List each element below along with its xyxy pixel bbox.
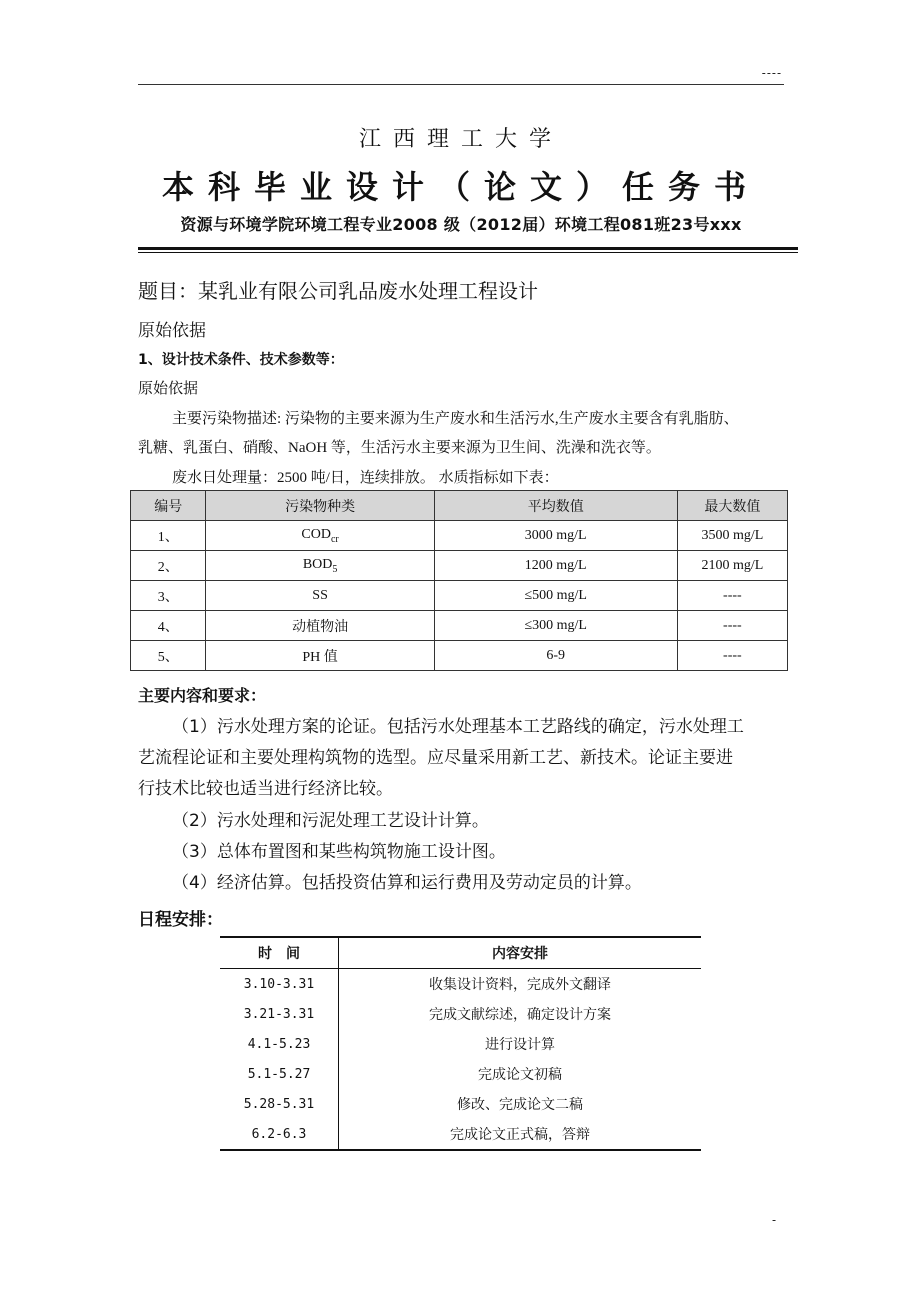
cell-pollutant: $COD_{cr}$: [206, 521, 434, 551]
cell-maximum: 3500 mg/L: [677, 521, 787, 551]
title-divider-thick: [138, 247, 798, 250]
water-quality-table: [130, 490, 788, 671]
department-line: 资源与环境学院环境工程专业2008 级（2012届）环境工程081班23号xxx: [180, 215, 742, 234]
requirement-1-line-3: 行技术比较也适当进行经济比较。: [138, 779, 393, 799]
cell-pollutant: PH 值: [206, 641, 434, 671]
cell-maximum: 2100 mg/L: [677, 551, 787, 581]
requirement-2: （2）污水处理和污泥处理工艺设计计算。: [172, 811, 489, 831]
cell-number: 1、: [131, 521, 206, 551]
requirement-3: （3）总体布置图和某些构筑物施工设计图。: [172, 842, 506, 862]
schedule-content: 进行设计算: [485, 1037, 555, 1053]
schedule-row: [220, 1059, 701, 1089]
cell-maximum: ----: [677, 641, 787, 671]
cell-pollutant: $BOD_5$: [206, 551, 434, 581]
basis-subheading: 原始依据: [138, 381, 199, 397]
schedule-content: 收集设计资料，完成外文翻译: [429, 977, 611, 993]
pollutant-description-line-2: 乳糖、乳蛋白、硝酸、NaOH 等，生活污水主要来源为卫生间、洗澡和洗衣等。: [138, 440, 661, 456]
cell-maximum: ----: [677, 611, 787, 641]
thesis-subject: 题目：某乳业有限公司乳品废水处理工程设计: [138, 279, 538, 303]
col-header-pollutant: 污染物种类: [206, 491, 434, 521]
schedule-time: 3.21-3.31: [220, 999, 339, 1029]
schedule-header-row: [220, 937, 701, 969]
schedule-content: 完成论文正式稿，答辩: [450, 1127, 590, 1143]
cell-number: 3、: [131, 581, 206, 611]
schedule-time: 3.10-3.31: [220, 969, 339, 1000]
schedule-table: [220, 936, 701, 1151]
schedule-content: 完成文献综述，确定设计方案: [429, 1007, 611, 1023]
cell-average: 6-9: [434, 641, 677, 671]
schedule-time: 4.1-5.23: [220, 1029, 339, 1059]
cell-pollutant: 动植物油: [206, 611, 434, 641]
table-row: [131, 551, 788, 581]
table-header-row: [131, 491, 788, 521]
requirement-4: （4）经济估算。包括投资估算和运行费用及劳动定员的计算。: [172, 873, 642, 893]
document-title: 本科毕业设计（论文）任务书: [161, 168, 760, 206]
table-row: [131, 641, 788, 671]
table-row: [131, 521, 788, 551]
requirement-1-line-1: （1）污水处理方案的论证。包括污水处理基本工艺路线的确定，污水处理工: [172, 717, 744, 737]
footer-dash: -: [772, 1213, 777, 1227]
header-dash: ----: [761, 66, 782, 80]
col-header-maximum: 最大数值: [677, 491, 787, 521]
schedule-time: 5.1-5.27: [220, 1059, 339, 1089]
schedule-content: 完成论文初稿: [478, 1067, 562, 1083]
basis-item-1: 1、设计技术条件、技术参数等：: [138, 352, 344, 368]
schedule-row: [220, 1089, 701, 1119]
cell-average: 3000 mg/L: [434, 521, 677, 551]
schedule-time: 6.2-6.3: [220, 1119, 339, 1150]
cell-average: ≤300 mg/L: [434, 611, 677, 641]
schedule-row: [220, 969, 701, 1000]
wastewater-flow-text: 废水日处理量：2500 吨/日，连续排放。 水质指标如下表：: [172, 470, 559, 486]
col-header-average: 平均数值: [434, 491, 677, 521]
basis-heading: 原始依据: [138, 321, 206, 341]
schedule-time: 5.28-5.31: [220, 1089, 339, 1119]
col-header-number: 编号: [131, 491, 206, 521]
requirement-1-line-2: 艺流程论证和主要处理构筑物的选型。应尽量采用新工艺、新技术。论证主要进: [138, 748, 733, 768]
cell-maximum: ----: [677, 581, 787, 611]
table-row: [131, 611, 788, 641]
schedule-content: 修改、完成论文二稿: [457, 1097, 583, 1113]
cell-number: 2、: [131, 551, 206, 581]
header-rule: [138, 84, 784, 85]
table-row: [131, 581, 788, 611]
cell-pollutant: SS: [206, 581, 434, 611]
schedule-row: [220, 999, 701, 1029]
col-header-time: 时 间: [220, 937, 339, 969]
pollutant-description-line-1: 主要污染物描述: 污染物的主要来源为生产废水和生活污水,生产废水主要含有乳脂肪、: [172, 411, 739, 427]
requirements-heading: 主要内容和要求：: [138, 686, 267, 705]
cell-average: 1200 mg/L: [434, 551, 677, 581]
col-header-content: 内容安排: [339, 937, 702, 969]
cell-number: 4、: [131, 611, 206, 641]
cell-number: 5、: [131, 641, 206, 671]
cell-average: ≤500 mg/L: [434, 581, 677, 611]
schedule-row: [220, 1029, 701, 1059]
university-name: 江西理工大学: [358, 127, 563, 152]
schedule-row: [220, 1119, 701, 1150]
schedule-heading: 日程安排：: [138, 910, 223, 930]
title-divider-thin: [138, 252, 798, 253]
